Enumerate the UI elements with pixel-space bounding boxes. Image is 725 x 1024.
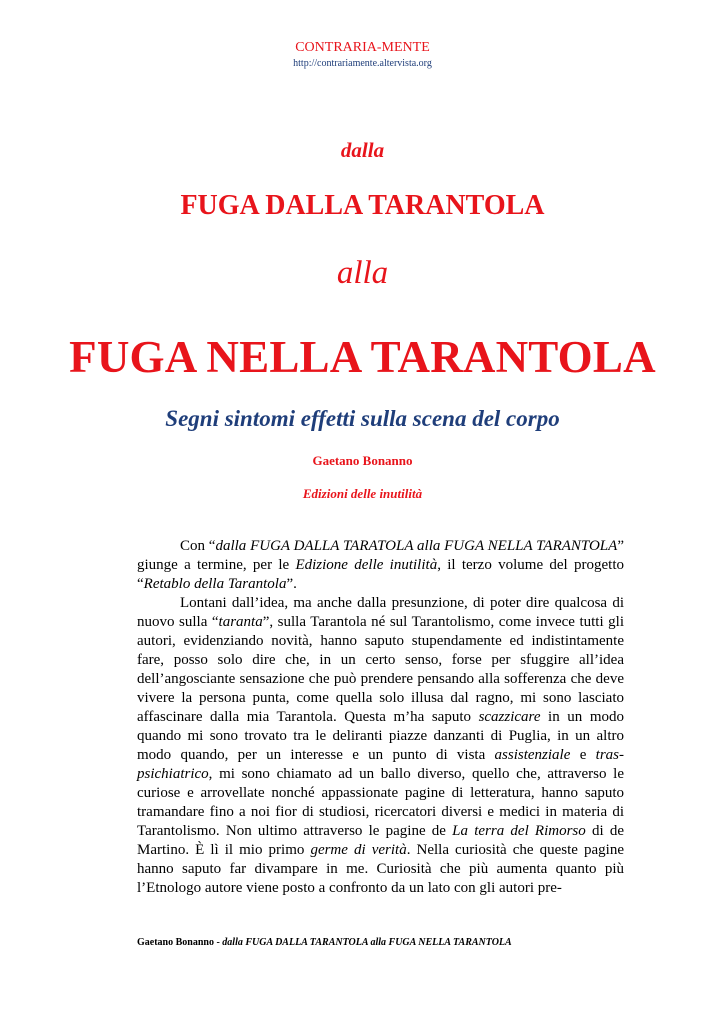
text-run-italic: dalla FUGA DALLA TARATOLA alla FUGA NELLA TARANTOLA bbox=[215, 538, 618, 554]
text-run: , mi sono chiamato ad un ballo diverso, quello che, attraverso le curiose e arrovellate nonché appassionate pagine di letteratura, hanno saputo tramandare fino a noi fior di studiosi, ricercatori diversi e medici in materia di Tarantolismo. Non ultimo attraverso le pagine de bbox=[137, 766, 624, 839]
text-run-italic: germe di verità bbox=[310, 842, 407, 858]
title-line-2: FUGA NELLA TARANTOLA bbox=[69, 332, 656, 382]
publisher-name: Edizioni delle inutilità bbox=[302, 486, 423, 501]
text-run-italic: Retablo della Tarantola bbox=[143, 576, 287, 592]
title-alla: alla bbox=[336, 255, 389, 291]
text-run-italic: Edizione delle inutilità bbox=[295, 557, 438, 573]
text-run: Lontani dall’idea, ma anche dalla presunzione, di poter dire qualcosa di nuovo sulla “ bbox=[137, 595, 624, 630]
text-run: . Nella curiosità che queste pagine hanno saputo far divampare in me. Curiosità che più aumenta quanto più l’Etnologo autore viene posto a confronto da un lato con gli autori pre- bbox=[137, 842, 624, 896]
text-run: e bbox=[570, 747, 596, 763]
text-run: ”. bbox=[286, 576, 297, 592]
title-dalla: dalla bbox=[340, 138, 385, 162]
text-run: ”, sulla Tarantola né sul Tarantolismo, come invece tutti gli autori, evidenziando novità, hanno saputo stupendamente ed indistintamente fare, posso solo dire che, in un certo senso, forse per sfuggire all’idea dell’angosciante sensazione che può prendere pensando alla sofferenza che deve vivere la persona punta, come quella solo illusa dal ragno, mi sono lasciato affascinare dalla mia Tarantola. Questa m’ha saputo bbox=[137, 614, 624, 725]
text-run: , il terzo volume del progetto “ bbox=[137, 557, 625, 592]
footer-work-title: dalla FUGA DALLA TARANTOLA alla FUGA NELLA TARANTOLA bbox=[222, 937, 512, 948]
site-name: CONTRARIA-MENTE bbox=[295, 40, 430, 55]
paragraph-1 bbox=[137, 537, 624, 594]
subtitle: Segni sintomi effetti sulla scena del corpo bbox=[165, 406, 560, 431]
text-run: Con “ bbox=[180, 538, 216, 554]
text-run-italic: La terra del Rimorso bbox=[452, 823, 586, 839]
paragraph-2 bbox=[137, 594, 624, 898]
text-run-italic: tras-psichiatrico bbox=[137, 747, 624, 782]
author-name: Gaetano Bonanno bbox=[312, 453, 413, 468]
text-run: in un modo quando mi sono trovato tra le deliranti piazze danzanti di Puglia, in un altro modo quando, per un interesse e un punto di vista bbox=[137, 709, 624, 763]
text-run: di de Martino. È lì il mio primo bbox=[137, 823, 624, 858]
text-run-italic: scazzicare bbox=[478, 709, 541, 725]
text-run-italic: taranta bbox=[218, 614, 263, 630]
body-text bbox=[137, 537, 624, 898]
text-run-italic: assistenziale bbox=[494, 747, 571, 763]
footer-author: Gaetano Bonanno - bbox=[137, 937, 223, 948]
title-line-1: FUGA DALLA TARANTOLA bbox=[180, 190, 545, 221]
page-footer bbox=[137, 937, 512, 948]
text-run: ” giunge a termine, per le bbox=[137, 538, 624, 573]
site-url[interactable]: http://contrariamente.altervista.org bbox=[293, 58, 432, 69]
